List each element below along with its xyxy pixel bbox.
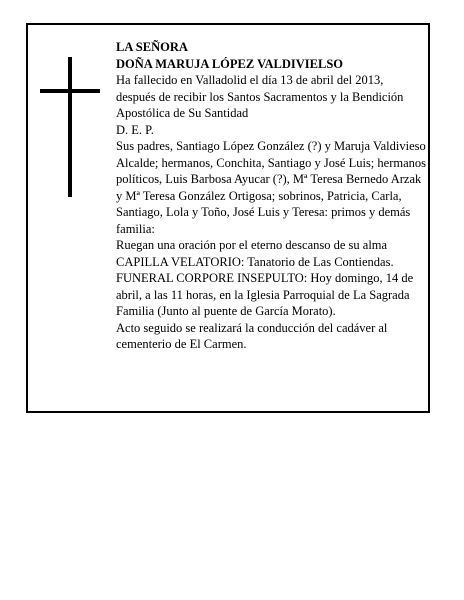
obituary-text xyxy=(116,39,426,353)
cross-vertical-bar xyxy=(68,57,72,197)
burial-info: Acto seguido se realizará la conducción del cadáver al cementerio de El Carmen. xyxy=(116,320,388,351)
prayer-request: Ruegan una oración por el eterno descanso de su alma xyxy=(116,238,388,252)
death-announcement: Ha fallecido en Valladolid el día 13 de abril del 2013, después de recibir los Santos Sacramentos y la Bendición Apostólica de Su Santidad xyxy=(116,73,404,120)
obituary-notice xyxy=(26,23,430,413)
deceased-name: DOÑA MARUJA LÓPEZ VALDIVIELSO xyxy=(116,56,344,71)
funeral-info: FUNERAL CORPORE INSEPULTO: Hoy domingo, 14 de abril, a las 11 horas, en la Iglesia Parroquial de La Sagrada Familia (Junto al puente de García Morato). xyxy=(116,271,414,318)
dep-line: D. E. P. xyxy=(116,122,154,137)
notice-title: LA SEÑORA xyxy=(116,40,188,54)
family-list: Sus padres, Santiago López González (?) y Maruja Valdivieso Alcalde; hermanos, Conchita, Santiago y José Luis; hermanos políticos, Luis Barbosa Ayucar (?), Mª Teresa Bernedo Arzak y Mª Teresa González Ortigosa; sobrinos, Patricia, Carla, Santiago, Lola y Toño, José Luis y Teresa: primos y demás familia: xyxy=(116,139,427,236)
cross-horizontal-bar xyxy=(40,89,100,93)
chapel-info: CAPILLA VELATORIO: Tanatorio de Las Contiendas. xyxy=(116,254,394,269)
